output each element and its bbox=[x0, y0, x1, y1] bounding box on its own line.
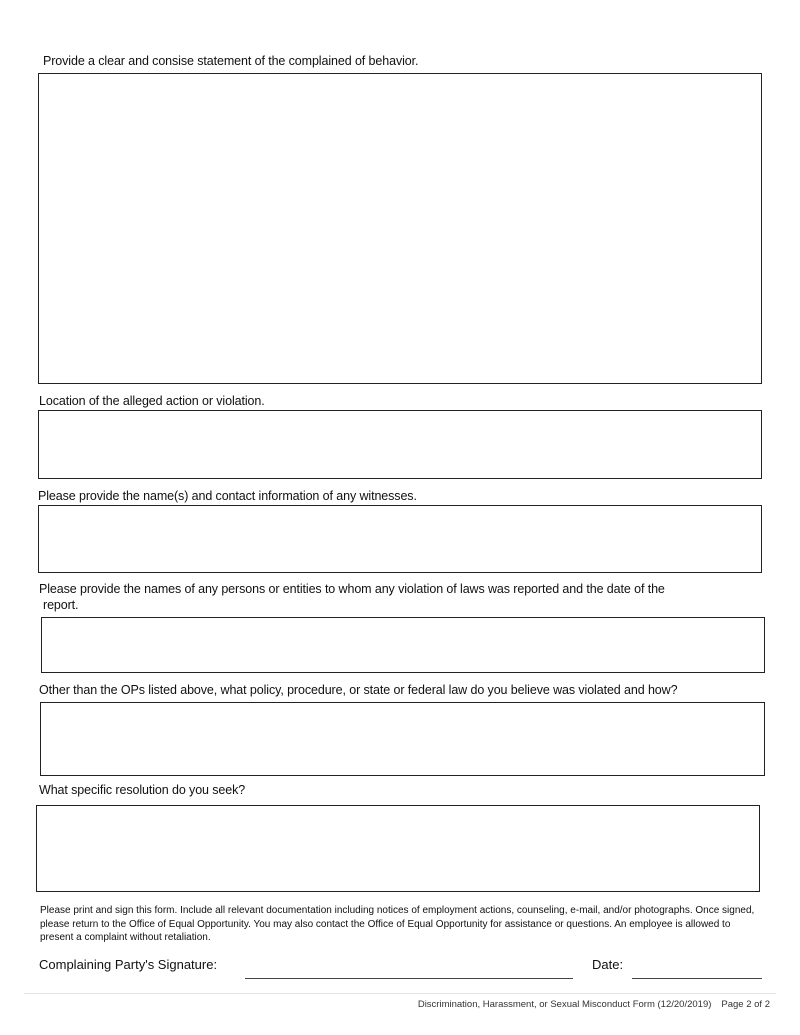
footer-divider bbox=[24, 993, 776, 994]
reported-to-label-line2: report. bbox=[43, 598, 79, 612]
location-field[interactable] bbox=[38, 410, 762, 479]
footer bbox=[418, 999, 770, 1010]
signature-label: Complaining Party's Signature: bbox=[39, 957, 218, 972]
date-line[interactable] bbox=[632, 978, 762, 979]
resolution-field[interactable] bbox=[36, 805, 760, 892]
behavior-statement-label: Provide a clear and consise statement of the complained of behavior. bbox=[43, 54, 419, 68]
date-label: Date: bbox=[592, 957, 624, 972]
page-number: Page 2 of 2 bbox=[721, 999, 770, 1010]
witnesses-label: Please provide the name(s) and contact information of any witnesses. bbox=[38, 489, 417, 503]
witnesses-field[interactable] bbox=[38, 505, 762, 573]
form-name: Discrimination, Harassment, or Sexual Misconduct Form (12/20/2019) bbox=[417, 999, 712, 1010]
instructions-text: Please print and sign this form. Include all relevant documentation including notices of employment actions, counseling, e-mail, and/or photographs. Once signed, please return to the Office of Equal Opportunity. You may also contact the Office of Equal Opportunity for assistance or questions. An employee is allowed to present a complaint without retaliation. bbox=[40, 905, 755, 943]
policy-violated-field[interactable] bbox=[40, 702, 765, 776]
signature-line[interactable] bbox=[245, 978, 573, 979]
policy-violated-label: Other than the OPs listed above, what policy, procedure, or state or federal law do you believe was violated and how? bbox=[39, 683, 678, 697]
reported-to-field[interactable] bbox=[41, 617, 765, 673]
behavior-statement-field[interactable] bbox=[38, 73, 762, 384]
resolution-label: What specific resolution do you seek? bbox=[39, 783, 246, 797]
reported-to-label-line1: Please provide the names of any persons or entities to whom any violation of laws was reported and the date of the bbox=[39, 582, 665, 596]
location-label: Location of the alleged action or violation. bbox=[39, 394, 265, 408]
